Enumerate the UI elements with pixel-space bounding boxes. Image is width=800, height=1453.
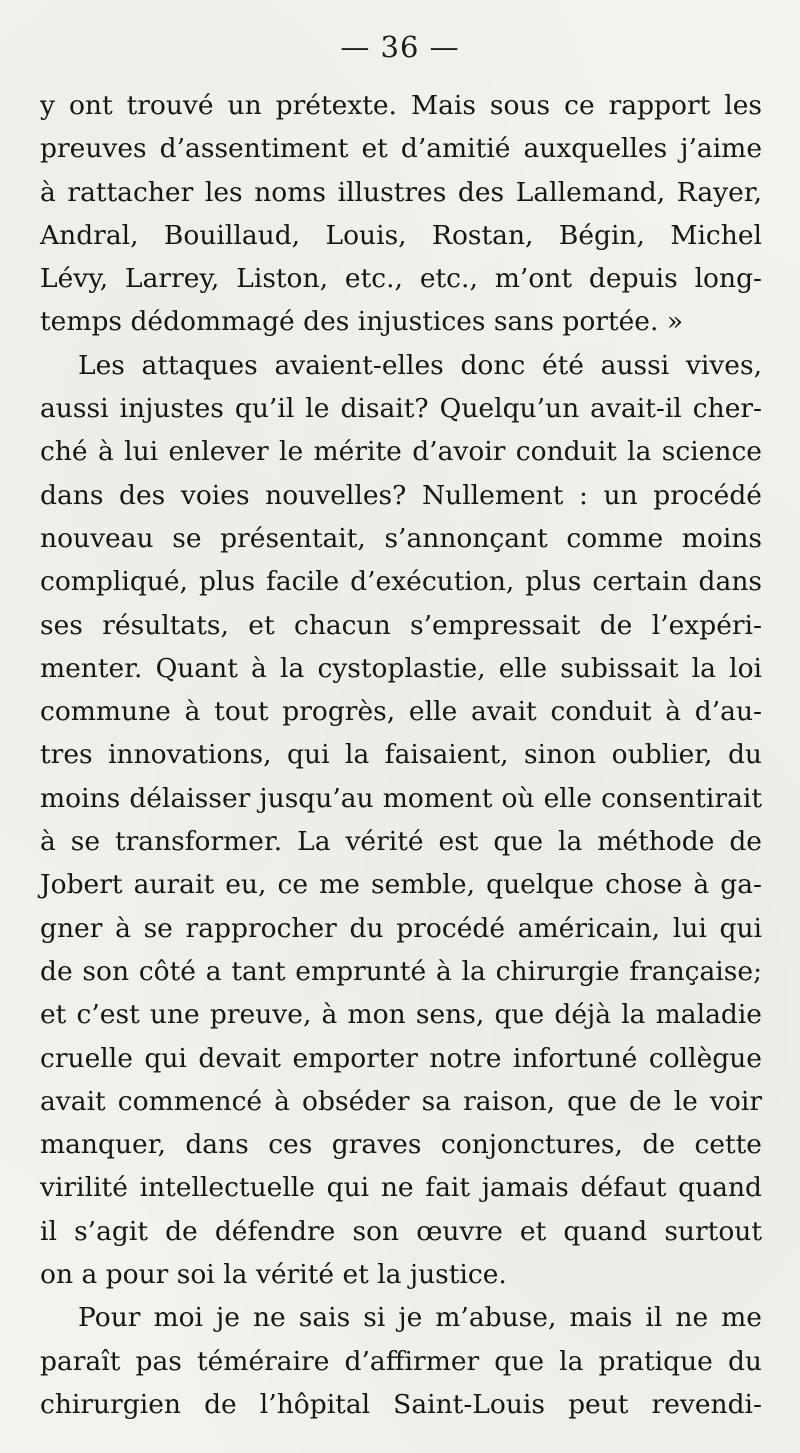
text-line: virilité intellectuelle qui ne fait jamais défaut quand	[40, 1172, 762, 1204]
text-line: manquer, dans ces graves conjonctures, de cette	[40, 1129, 762, 1161]
text-line: temps dédommagé des injustices sans portée. »	[40, 306, 684, 338]
body-text	[40, 84, 762, 1426]
text-line: chirurgien de l’hôpital Saint-Louis peut revendi-	[40, 1388, 762, 1420]
text-line: Jobert aurait eu, ce me semble, quelque chose à ga-	[40, 869, 762, 901]
text-line: de son côté a tant emprunté à la chirurgie française;	[40, 955, 762, 987]
text-line: ché à lui enlever le mérite d’avoir conduit la science	[40, 436, 762, 468]
text-line: Andral, Bouillaud, Louis, Rostan, Bégin, Michel	[40, 219, 762, 251]
text-line: tres innovations, qui la faisaient, sinon oublier, du	[40, 739, 762, 771]
text-line: avait commencé à obséder sa raison, que de le voir	[40, 1085, 762, 1117]
text-line: Les attaques avaient-elles donc été aussi vives,	[78, 349, 762, 381]
text-line: cruelle qui devait emporter notre infortuné collègue	[40, 1042, 762, 1074]
text-line: on a pour soi la vérité et la justice.	[40, 1259, 507, 1291]
text-line: aussi injustes qu’il le disait? Quelqu’un avait-il cher-	[40, 393, 762, 425]
text-line: moins délaisser jusqu’au moment où elle consentirait	[40, 782, 762, 814]
text-line: et c’est une preuve, à mon sens, que déjà la maladie	[40, 999, 762, 1031]
text-line: nouveau se présentait, s’annonçant comme moins	[40, 522, 762, 554]
text-line: dans des voies nouvelles? Nullement : un procédé	[40, 479, 762, 511]
text-line: à se transformer. La vérité est que la méthode de	[40, 826, 762, 858]
text-line: commune à tout progrès, elle avait conduit à d’au-	[40, 696, 762, 728]
text-line: paraît pas téméraire d’affirmer que la pratique du	[40, 1345, 762, 1377]
page-number: — 36 —	[340, 30, 460, 64]
text-line: Pour moi je ne sais si je m’abuse, mais il ne me	[78, 1302, 762, 1334]
text-line: y ont trouvé un prétexte. Mais sous ce rapport les	[40, 90, 762, 121]
text-line: gner à se rapprocher du procédé américain, lui qui	[40, 912, 762, 944]
text-line: à rattacher les noms illustres des Lallemand, Rayer,	[40, 176, 762, 208]
text-line: preuves d’assentiment et d’amitié auxquelles j’aime	[40, 133, 762, 165]
text-line: ses résultats, et chacun s’empressait de l’expéri-	[40, 609, 762, 641]
text-line: il s’agit de défendre son œuvre et quand surtout	[40, 1215, 762, 1247]
text-line: Lévy, Larrey, Liston, etc., etc., m’ont depuis long-	[40, 263, 762, 295]
text-line: menter. Quant à la cystoplastie, elle subissait la loi	[40, 652, 762, 684]
text-line: compliqué, plus facile d’exécution, plus certain dans	[40, 566, 762, 598]
